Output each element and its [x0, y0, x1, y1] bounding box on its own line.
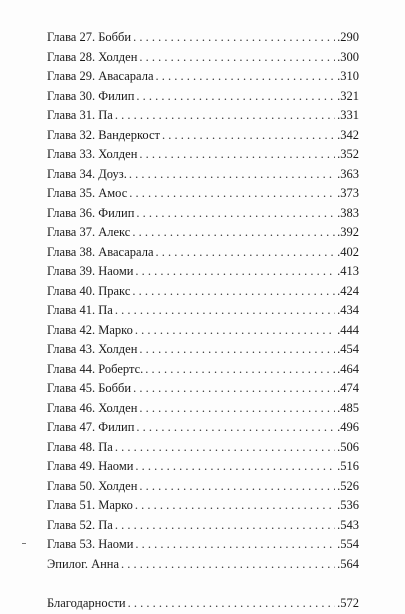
toc-leader-dots: [156, 67, 336, 87]
toc-entry: [47, 418, 359, 438]
toc-entry-page: .392: [337, 225, 359, 239]
toc-entry-label: Глава 47. Филип: [47, 420, 135, 434]
toc-entry-page: .572: [337, 596, 359, 610]
toc-entry: [47, 555, 359, 575]
toc-entry-label: Глава 46. Холден: [47, 400, 138, 415]
toc-entry: [47, 516, 359, 536]
toc-entry: [47, 48, 359, 68]
toc-gap: [47, 574, 359, 594]
toc-entry-label: Глава 49. Наоми: [47, 459, 134, 473]
toc-entry-label: Глава 41. Па: [47, 303, 113, 317]
toc-entry: [47, 67, 359, 87]
toc-entry-page: .424: [337, 283, 359, 298]
toc-entry-label: Глава 33. Холден: [47, 147, 138, 161]
toc-entry: [47, 399, 359, 419]
toc-entry-label: Глава 43. Холден: [47, 342, 138, 356]
toc-entry: [47, 477, 359, 497]
toc-entry: [47, 165, 359, 185]
toc-leader-dots: [133, 379, 335, 399]
toc-leader-dots: [145, 360, 335, 380]
toc-entry-label: Глава 40. Пракс: [47, 283, 131, 298]
toc-entry: [47, 321, 359, 341]
toc-entry-label: Глава 53. Наоми: [47, 537, 134, 551]
toc-entry-page: .402: [337, 244, 359, 259]
toc-entry-page: .383: [337, 205, 359, 220]
toc-leader-dots: [132, 282, 335, 302]
toc-entry-page: .300: [337, 49, 359, 64]
toc-entry-label: Эпилог. Анна: [47, 556, 120, 571]
toc-leader-dots: [139, 399, 335, 419]
toc-leader-dots: [139, 477, 335, 497]
toc-entry-page: .464: [337, 361, 359, 376]
toc-entry-page: .373: [337, 186, 359, 200]
toc-entry-label: Глава 48. Па: [47, 439, 113, 454]
toc-entry: [47, 438, 359, 458]
toc-entry-label: Глава 38. Авасарала: [47, 244, 154, 259]
toc-entry-label: Глава 36. Филип: [47, 205, 135, 220]
toc-leader-dots: [135, 457, 335, 477]
toc-entry-label: Глава 52. Па: [47, 517, 113, 532]
toc-entry-label: Глава 45. Бобби: [47, 381, 132, 395]
toc-leader-dots: [121, 555, 335, 575]
toc-entry: [47, 457, 359, 477]
toc-entry-page: .331: [337, 108, 359, 122]
toc-entry: [47, 360, 359, 380]
toc-leader-dots: [133, 28, 335, 48]
toc-leader-dots: [162, 126, 335, 146]
toc-entry-page: .554: [337, 537, 359, 551]
toc-entry-label: Глава 42. Марко: [47, 322, 133, 337]
toc-leader-dots: [136, 87, 335, 107]
toc-leader-dots: [132, 223, 335, 243]
toc-leader-dots: [136, 418, 335, 438]
toc-entry-page: .564: [337, 556, 359, 571]
toc-leader-dots: [135, 496, 335, 516]
toc-leader-dots: [115, 438, 335, 458]
toc-entry: [47, 145, 359, 165]
toc-entry: [47, 223, 359, 243]
toc-entry-page: .434: [337, 303, 359, 317]
toc-leader-dots: [139, 145, 335, 165]
toc-entry-label: Глава 37. Алекс: [47, 225, 131, 239]
toc-entry-label: Глава 27. Бобби: [47, 30, 132, 44]
toc-entries: [47, 28, 359, 574]
toc-entry-page: .536: [337, 498, 359, 512]
toc-entry-page: .485: [337, 400, 359, 415]
toc-entry: [47, 87, 359, 107]
toc-leader-dots: [156, 243, 336, 263]
toc-entry: [47, 301, 359, 321]
toc-entry: [47, 126, 359, 146]
toc-leader-dots: [129, 184, 335, 204]
toc-entry: [47, 243, 359, 263]
toc-entry: [47, 379, 359, 399]
margin-mark: [22, 543, 26, 544]
toc-leader-dots: [115, 106, 335, 126]
toc-entry-label: Глава 39. Наоми: [47, 264, 134, 278]
toc-entry-label: Глава 44. Робертс.: [47, 361, 144, 376]
toc-entry-label: Глава 51. Марко: [47, 498, 133, 512]
table-of-contents: [47, 28, 359, 614]
toc-leader-dots: [136, 204, 335, 224]
toc-entry: [47, 282, 359, 302]
toc-leader-dots: [128, 594, 336, 614]
toc-leader-dots: [115, 301, 335, 321]
toc-entry-label: Глава 34. Доуз.: [47, 166, 127, 181]
toc-entry: [47, 106, 359, 126]
toc-entry: [47, 184, 359, 204]
toc-entry-page: .543: [337, 517, 359, 532]
toc-leader-dots: [115, 516, 335, 536]
toc-entry: [47, 28, 359, 48]
toc-entry-page: .352: [337, 147, 359, 161]
toc-entry-label: Благодарности: [47, 596, 126, 610]
toc-entry-label: Глава 31. Па: [47, 108, 113, 122]
toc-leader-dots: [129, 165, 335, 185]
toc-entry: [47, 340, 359, 360]
toc-entry-page: .363: [337, 166, 359, 181]
toc-entry: [47, 535, 359, 555]
toc-entry-page: .474: [337, 381, 359, 395]
toc-entry-label: Глава 35. Амос: [47, 186, 128, 200]
toc-entry-label: Глава 50. Холден: [47, 478, 138, 493]
toc-entry-label: Глава 32. Вандеркост: [47, 127, 160, 142]
toc-leader-dots: [139, 340, 335, 360]
toc-entry-page: .526: [337, 478, 359, 493]
toc-entry: [47, 496, 359, 516]
toc-entry-page: .413: [337, 264, 359, 278]
toc-leader-dots: [135, 262, 335, 282]
toc-entry-page: .290: [337, 30, 359, 44]
toc-leader-dots: [139, 48, 335, 68]
toc-entry-page: .454: [337, 342, 359, 356]
toc-entry: [47, 262, 359, 282]
toc-entry-acknowledgements: [47, 594, 359, 614]
toc-leader-dots: [135, 321, 335, 341]
toc-entry-label: Глава 28. Холден: [47, 49, 138, 64]
toc-leader-dots: [135, 535, 335, 555]
toc-entry-label: Глава 29. Авасарала: [47, 69, 154, 83]
toc-entry-page: .321: [337, 88, 359, 103]
toc-entry-page: .342: [337, 127, 359, 142]
toc-entry-page: .310: [337, 69, 359, 83]
toc-entry-page: .496: [337, 420, 359, 434]
toc-entry-label: Глава 30. Филип: [47, 88, 135, 103]
toc-entry-page: .506: [337, 439, 359, 454]
toc-entry: [47, 204, 359, 224]
toc-entry-page: .516: [337, 459, 359, 473]
toc-entry-page: .444: [337, 322, 359, 337]
